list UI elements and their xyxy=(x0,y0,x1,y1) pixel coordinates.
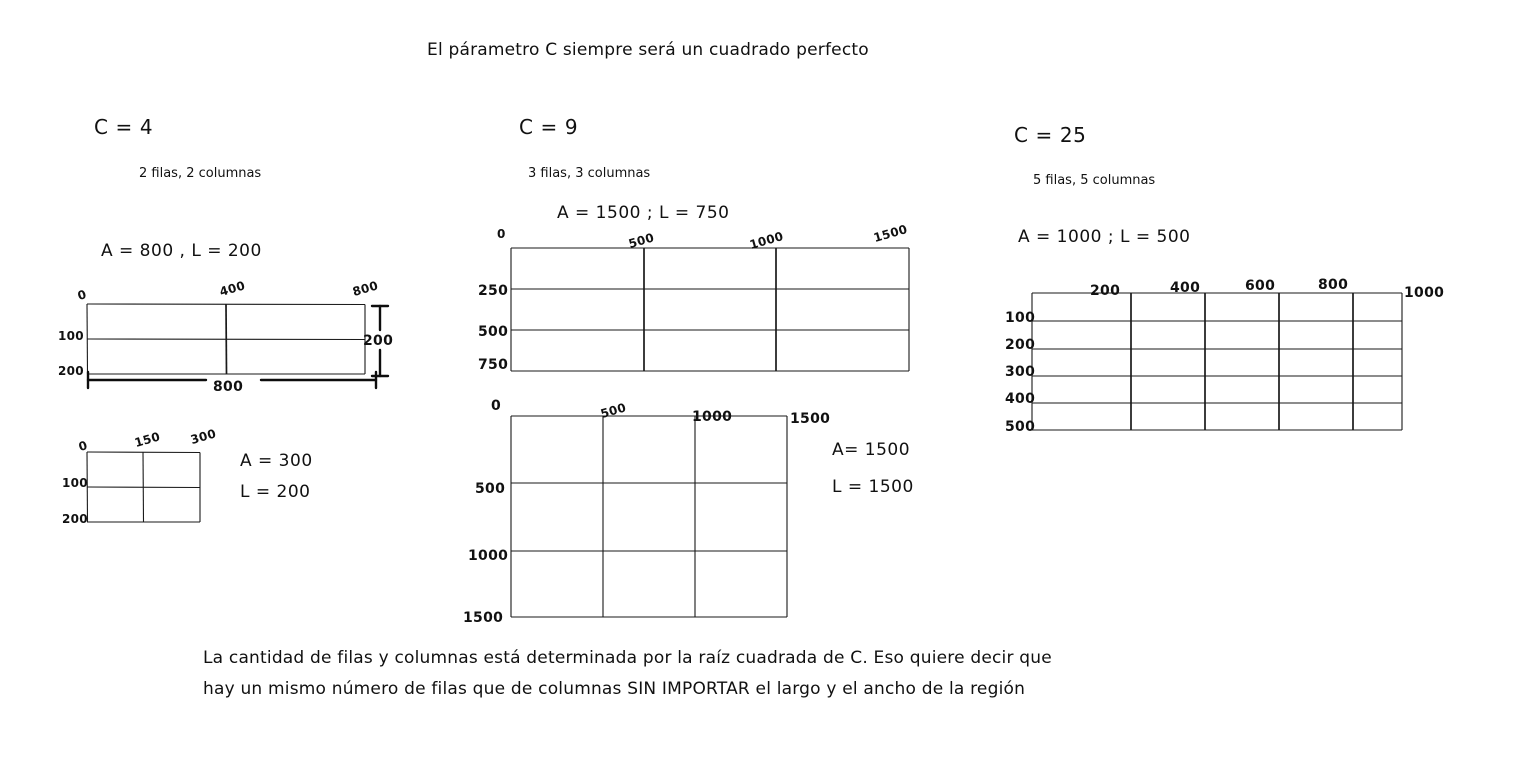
xtick-c4-2-1: 150 xyxy=(132,429,162,451)
ytick-c9-2-2: 1000 xyxy=(468,548,509,564)
ytick-c4-1-1: 100 xyxy=(58,329,84,343)
dim-width-c4-1: 800 xyxy=(213,379,244,395)
xtick-c4-2-2: 300 xyxy=(188,426,218,448)
case-subtitle-c9: 3 filas, 3 columnas xyxy=(528,166,651,181)
page-title: El párametro C siempre será un cuadrado perfecto xyxy=(427,40,869,60)
figure-label-c25-1: A = 1000 ; L = 500 xyxy=(1018,227,1191,247)
grid-c9-1500x1500 xyxy=(510,415,788,618)
xtick-c9-1-2: 1000 xyxy=(747,229,786,253)
grid-c25-1000x500 xyxy=(1031,292,1403,431)
xtick-c4-1-0: 0 xyxy=(75,287,89,304)
figure-label-l-c9-2: L = 1500 xyxy=(832,477,914,497)
grid-c9-1500x750 xyxy=(510,247,910,372)
xtick-c4-1-1: 400 xyxy=(217,278,247,300)
xtick-c25-3: 600 xyxy=(1245,278,1276,294)
ytick-c9-2-1: 500 xyxy=(475,481,506,497)
xtick-c9-2-0: 0 xyxy=(491,398,502,414)
ytick-c4-2-2: 200 xyxy=(62,512,88,526)
ytick-c25-2: 300 xyxy=(1005,364,1036,380)
xtick-c25-5: 1000 xyxy=(1404,285,1445,301)
footer-line-2: hay un mismo número de filas que de columnas SIN IMPORTAR el largo y el ancho de la región xyxy=(203,679,1026,699)
dimension-marks-c4-1 xyxy=(86,300,406,395)
xtick-c25-4: 800 xyxy=(1318,277,1349,293)
figure-label-c9-1: A = 1500 ; L = 750 xyxy=(557,203,730,223)
xtick-c4-1-2: 800 xyxy=(350,278,380,300)
case-heading-c4: C = 4 xyxy=(94,115,154,139)
dim-height-c4-1: 200 xyxy=(363,333,394,349)
figure-label-l-c4-2: L = 200 xyxy=(240,482,311,502)
ytick-c25-1: 200 xyxy=(1005,337,1036,353)
case-heading-c25: C = 25 xyxy=(1014,123,1087,147)
xtick-c9-1-1: 500 xyxy=(626,230,656,252)
xtick-c4-2-0: 0 xyxy=(76,438,90,455)
ytick-c9-1-1: 250 xyxy=(478,283,509,299)
xtick-c25-1: 200 xyxy=(1090,283,1121,299)
ytick-c4-1-2: 200 xyxy=(58,364,84,378)
xtick-c9-2-1: 500 xyxy=(598,400,628,422)
figure-label-a-c9-2: A= 1500 xyxy=(832,440,911,460)
ytick-c4-2-1: 100 xyxy=(62,476,88,490)
xtick-c9-1-3: 1500 xyxy=(871,222,910,246)
ytick-c25-3: 400 xyxy=(1005,391,1036,407)
case-subtitle-c4: 2 filas, 2 columnas xyxy=(139,166,262,181)
xtick-c9-2-3: 1500 xyxy=(790,411,831,427)
ytick-c9-1-3: 750 xyxy=(478,357,509,373)
figure-label-a-c4-2: A = 300 xyxy=(240,451,313,471)
ytick-c25-4: 500 xyxy=(1005,419,1036,435)
xtick-c9-1-0: 0 xyxy=(497,227,506,241)
xtick-c25-2: 400 xyxy=(1170,280,1201,296)
ytick-c25-0: 100 xyxy=(1005,310,1036,326)
footer-line-1: La cantidad de filas y columnas está determinada por la raíz cuadrada de C. Eso quiere decir que xyxy=(203,648,1052,668)
case-subtitle-c25: 5 filas, 5 columnas xyxy=(1033,173,1156,188)
case-heading-c9: C = 9 xyxy=(519,115,579,139)
ytick-c9-1-2: 500 xyxy=(478,324,509,340)
xtick-c9-2-2: 1000 xyxy=(692,409,733,425)
ytick-c9-2-3: 1500 xyxy=(463,610,504,626)
grid-c4-300x200 xyxy=(86,451,201,523)
figure-label-c4-1: A = 800 , L = 200 xyxy=(101,241,262,261)
